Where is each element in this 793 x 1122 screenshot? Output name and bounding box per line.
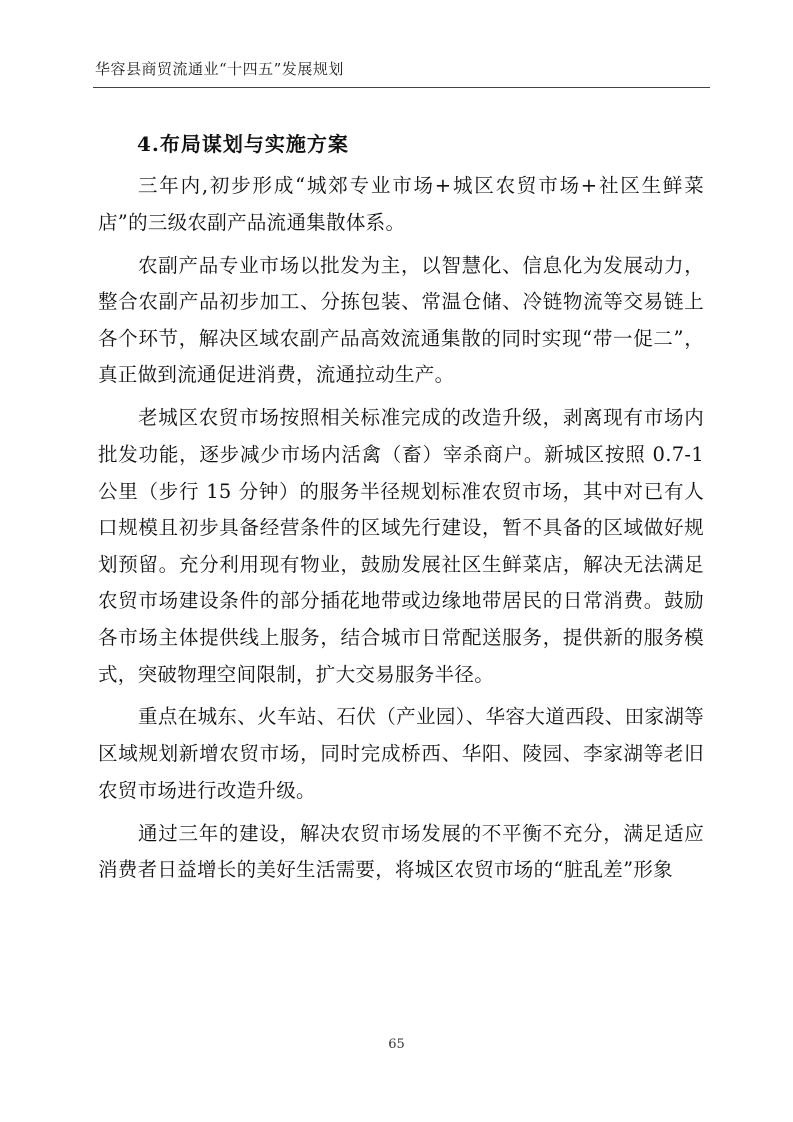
paragraph-wholesale-markets: 农副产品专业市场以批发为主，以智慧化、信息化为发展动力，整合农副产品初步加工、分拣包装、常温仓储、冷链物流等交易链上各个环节，解决区域农副产品高效流通集散的同时实现“带一促二”，真正做到流通促进消费，流通拉动生产。 [98,253,704,387]
section-heading: 4.布局谋划与实施方案 [137,132,349,156]
header-divider [93,87,710,88]
paragraph-key-areas: 重点在城东、火车站、石伏（产业园）、华容大道西段、田家湖等区域规划新增农贸市场，同时完成桥西、华阳、陵园、李家湖等老旧农贸市场进行改造升级。 [98,705,704,802]
running-header-title: 华容县商贸流通业“十四五”发展规划 [95,60,344,78]
paragraph-three-year-goal: 通过三年的建设，解决农贸市场发展的不平衡不充分，满足适应消费者日益增长的美好生活需要，将城区农贸市场的“脏乱差”形象 [98,821,704,882]
paragraph-intro: 三年内,初步形成“城郊专业市场+城区农贸市场+社区生鲜菜店”的三级农副产品流通集散体系。 [98,174,704,234]
body-text [98,168,704,895]
page-number: 65 [388,1037,405,1052]
paragraph-old-city-markets: 老城区农贸市场按照相关标准完成的改造升级，剥离现有市场内批发功能，逐步减少市场内活禽（畜）宰杀商户。新城区按照 0.7-1 公里（步行 15 分钟）的服务半径规划标准农贸市场，其中对已有人口规模且初步具备经营条件的区域先行建设，暂不具备的区域做好规划预留。充分利用现有物业，鼓励发展社区生鲜菜店，解决无法满足农贸市场建设条件的部分插花地带或边缘地带居民的日常消费。鼓励各市场主体提供线上服务，结合城市日常配送服务，提供新的服务模式，突破物理空间限制，扩大交易服务半径。 [98,406,704,686]
